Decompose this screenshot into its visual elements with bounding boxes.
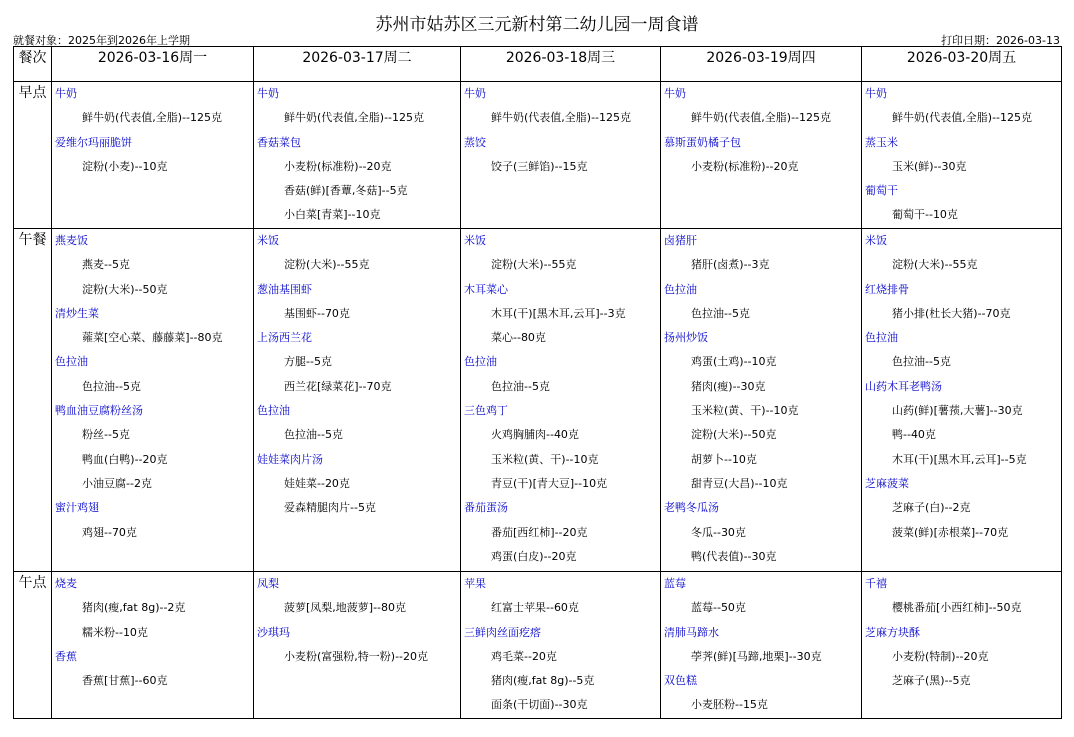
ingredient-item: 鸡蛋(白皮)--20克 <box>491 549 577 563</box>
ingredient-item: 猪小排(杜长大猪)--70克 <box>892 306 1011 320</box>
ingredient-item: 猪肝(卤煮)--3克 <box>691 258 770 272</box>
ingredient-item: 红富士苹果--60克 <box>491 601 579 615</box>
ingredient-item: 山药(鲜)[薯蓣,大薯]--30克 <box>892 404 1023 418</box>
day-header-fri: 2026-03-20周五 <box>862 47 1062 82</box>
dish-name: 芝麻方块酥 <box>865 625 920 639</box>
ingredient-item: 小麦胚粉--15克 <box>691 698 768 712</box>
ingredient-item: 猪肉(瘦,fat 8g)--2克 <box>82 601 186 615</box>
ingredient-item: 小麦粉(特制)--20克 <box>892 649 989 663</box>
ingredient-item: 鸡翅--70克 <box>82 525 137 539</box>
ingredient-item: 燕麦--5克 <box>82 258 130 272</box>
meal-row-breakfast-snack <box>14 82 1062 229</box>
ingredient-item: 基围虾--70克 <box>284 306 350 320</box>
ingredient-item: 淀粉(大米)--55克 <box>892 258 978 272</box>
dish-name: 色拉油 <box>865 331 898 345</box>
dish-name: 葡萄干 <box>865 184 898 198</box>
ingredient-item: 鸡毛菜--20克 <box>491 649 557 663</box>
ingredient-item: 火鸡胸脯肉--40克 <box>491 428 579 442</box>
ingredient-item: 鲜牛奶(代表值,全脂)--125克 <box>892 111 1033 125</box>
ingredient-item: 小白菜[青菜]--10克 <box>284 208 381 222</box>
dish-name: 三鲜肉丝面疙瘩 <box>464 625 541 639</box>
menu-cell-lunch-thu <box>661 229 862 572</box>
dish-name: 扬州炒饭 <box>664 331 708 345</box>
dish-name: 慕斯蛋奶橘子包 <box>664 135 741 149</box>
menu-cell-breakfast-snack-fri <box>862 82 1062 229</box>
ingredient-item: 面条(干切面)--30克 <box>491 698 588 712</box>
dish-name: 沙琪玛 <box>257 625 290 639</box>
dish-name: 卤猪肝 <box>664 234 697 247</box>
dish-name: 蒸玉米 <box>865 135 898 149</box>
ingredient-item: 鸭(代表值)--30克 <box>691 549 777 563</box>
ingredient-item: 鲜牛奶(代表值,全脂)--125克 <box>491 111 632 125</box>
ingredient-item: 饺子(三鲜馅)--15克 <box>491 159 588 173</box>
ingredient-item: 青豆(干)[青大豆]--10克 <box>491 476 608 490</box>
dish-name: 清肺马蹄水 <box>664 625 719 639</box>
weekly-menu-table <box>13 46 1062 719</box>
menu-cell-afternoon-snack-fri <box>862 572 1062 719</box>
ingredient-item: 淀粉(大米)--50克 <box>82 282 168 296</box>
ingredient-item: 猪肉(瘦,fat 8g)--5克 <box>491 674 595 688</box>
meal-row-lunch <box>14 229 1062 572</box>
ingredient-item: 蓝莓--50克 <box>691 601 746 615</box>
meal-label: 午餐 <box>14 229 52 572</box>
ingredient-item: 西兰花[绿菜花]--70克 <box>284 379 392 393</box>
dish-name: 凤梨 <box>257 577 279 590</box>
ingredient-item: 方腿--5克 <box>284 355 332 369</box>
ingredient-item: 淀粉(大米)--55克 <box>491 258 577 272</box>
dish-name: 米饭 <box>257 234 279 247</box>
ingredient-item: 色拉油--5克 <box>82 379 141 393</box>
menu-cell-afternoon-snack-tue <box>254 572 461 719</box>
dish-name: 三色鸡丁 <box>464 404 508 418</box>
dish-name: 色拉油 <box>664 282 697 296</box>
page-title: 苏州市姑苏区三元新村第二幼儿园一周食谱 <box>375 15 699 35</box>
dish-name: 木耳菜心 <box>464 282 508 296</box>
dish-name: 千禧 <box>865 577 887 590</box>
ingredient-item: 猪肉(瘦)--30克 <box>691 379 766 393</box>
dish-name: 芝麻菠菜 <box>865 476 909 490</box>
ingredient-item: 番茄[西红柿]--20克 <box>491 525 588 539</box>
ingredient-item: 糯米粉--10克 <box>82 625 148 639</box>
dish-name: 清炒生菜 <box>55 306 99 320</box>
ingredient-item: 色拉油--5克 <box>892 355 951 369</box>
ingredient-item: 玉米粒(黄、干)--10克 <box>691 404 799 418</box>
ingredient-item: 菜心--80克 <box>491 331 546 345</box>
ingredient-item: 冬瓜--30克 <box>691 525 746 539</box>
print-date: 打印日期：2026-03-13 <box>941 34 1060 47</box>
menu-cell-lunch-fri <box>862 229 1062 572</box>
day-header-thu: 2026-03-19周四 <box>661 47 862 82</box>
dish-name: 葱油基围虾 <box>257 282 312 296</box>
ingredient-item: 芝麻子(黑)--5克 <box>892 674 971 688</box>
ingredient-item: 甜青豆(大昌)--10克 <box>691 476 788 490</box>
dish-name: 米饭 <box>865 234 887 247</box>
dish-name: 双色糕 <box>664 674 697 688</box>
ingredient-item: 小麦粉(标准粉)--20克 <box>284 159 392 173</box>
dish-name: 燕麦饭 <box>55 234 88 247</box>
ingredient-item: 香蕉[甘蕉]--60克 <box>82 674 168 688</box>
ingredient-item: 娃娃菜--20克 <box>284 476 350 490</box>
day-header-tue: 2026-03-17周二 <box>254 47 461 82</box>
ingredient-item: 樱桃番茄[小西红柿]--50克 <box>892 601 1022 615</box>
meal-row-afternoon-snack <box>14 572 1062 719</box>
menu-cell-afternoon-snack-thu <box>661 572 862 719</box>
ingredient-item: 木耳(干)[黑木耳,云耳]--3克 <box>491 306 626 320</box>
header-row <box>14 47 1062 82</box>
menu-cell-afternoon-snack-wed <box>461 572 661 719</box>
menu-cell-lunch-mon <box>52 229 254 572</box>
ingredient-item: 淀粉(小麦)--10克 <box>82 159 168 173</box>
dish-name: 老鸭冬瓜汤 <box>664 501 719 515</box>
dish-name: 色拉油 <box>257 404 290 418</box>
ingredient-item: 胡萝卜--10克 <box>691 452 757 466</box>
ingredient-item: 葡萄干--10克 <box>892 208 958 222</box>
ingredient-item: 玉米(鲜)--30克 <box>892 159 967 173</box>
day-header-mon: 2026-03-16周一 <box>52 47 254 82</box>
menu-cell-breakfast-snack-wed <box>461 82 661 229</box>
ingredient-item: 玉米粒(黄、干)--10克 <box>491 452 599 466</box>
dish-name: 牛奶 <box>865 87 887 100</box>
day-header-wed: 2026-03-18周三 <box>461 47 661 82</box>
meal-label: 早点 <box>14 82 52 229</box>
ingredient-item: 色拉油--5克 <box>491 379 550 393</box>
dish-name: 牛奶 <box>257 87 279 100</box>
dining-target: 就餐对象：2025年到2026年上学期 <box>13 34 190 47</box>
ingredient-item: 淀粉(大米)--55克 <box>284 258 370 272</box>
ingredient-item: 小麦粉(富强粉,特一粉)--20克 <box>284 649 429 663</box>
dish-name: 番茄蛋汤 <box>464 501 508 515</box>
ingredient-item: 蕹菜[空心菜、藤藤菜]--80克 <box>82 331 223 345</box>
ingredient-item: 色拉油--5克 <box>284 428 343 442</box>
menu-cell-lunch-wed <box>461 229 661 572</box>
menu-cell-afternoon-snack-mon <box>52 572 254 719</box>
menu-cell-breakfast-snack-thu <box>661 82 862 229</box>
dish-name: 红烧排骨 <box>865 282 909 296</box>
dish-name: 牛奶 <box>55 87 77 100</box>
dish-name: 蓝莓 <box>664 577 686 590</box>
ingredient-item: 淀粉(大米)--50克 <box>691 428 777 442</box>
dish-name: 米饭 <box>464 234 486 247</box>
dish-name: 爱维尔玛丽脆饼 <box>55 135 132 149</box>
dish-name: 蜜汁鸡翅 <box>55 501 99 515</box>
ingredient-item: 香菇(鲜)[香蕈,冬菇]--5克 <box>284 184 408 198</box>
menu-cell-breakfast-snack-mon <box>52 82 254 229</box>
ingredient-item: 鲜牛奶(代表值,全脂)--125克 <box>691 111 832 125</box>
ingredient-item: 小油豆腐--2克 <box>82 476 152 490</box>
menu-cell-lunch-tue <box>254 229 461 572</box>
ingredient-item: 荸荠(鲜)[马蹄,地栗]--30克 <box>691 649 822 663</box>
dish-name: 香蕉 <box>55 649 77 663</box>
dish-name: 蒸饺 <box>464 135 486 149</box>
dish-name: 香菇菜包 <box>257 135 301 149</box>
dish-name: 上汤西兰花 <box>257 331 312 345</box>
meal-label: 午点 <box>14 572 52 719</box>
ingredient-item: 木耳(干)[黑木耳,云耳]--5克 <box>892 452 1027 466</box>
dish-name: 苹果 <box>464 577 486 590</box>
dish-name: 色拉油 <box>55 355 88 369</box>
ingredient-item: 爱森精腿肉片--5克 <box>284 501 376 515</box>
dish-name: 色拉油 <box>464 355 497 369</box>
ingredient-item: 鲜牛奶(代表值,全脂)--125克 <box>82 111 223 125</box>
menu-cell-breakfast-snack-tue <box>254 82 461 229</box>
ingredient-item: 色拉油--5克 <box>691 306 750 320</box>
ingredient-item: 鲜牛奶(代表值,全脂)--125克 <box>284 111 425 125</box>
dish-name: 娃娃菜肉片汤 <box>257 452 323 466</box>
ingredient-item: 鸡蛋(土鸡)--10克 <box>691 355 777 369</box>
ingredient-item: 菠菜(鲜)[赤根菜]--70克 <box>892 525 1009 539</box>
ingredient-item: 粉丝--5克 <box>82 428 130 442</box>
ingredient-item: 小麦粉(标准粉)--20克 <box>691 159 799 173</box>
dish-name: 山药木耳老鸭汤 <box>865 379 942 393</box>
dish-name: 鸭血油豆腐粉丝汤 <box>55 404 143 418</box>
dish-name: 牛奶 <box>464 87 486 100</box>
dish-name: 牛奶 <box>664 87 686 100</box>
dish-name: 烧麦 <box>55 577 77 590</box>
ingredient-item: 芝麻子(白)--2克 <box>892 501 971 515</box>
ingredient-item: 鸭血(白鸭)--20克 <box>82 452 168 466</box>
ingredient-item: 菠萝[凤梨,地菠萝]--80克 <box>284 601 407 615</box>
meal-column-header: 餐次 <box>14 47 52 82</box>
ingredient-item: 鸭--40克 <box>892 428 936 442</box>
